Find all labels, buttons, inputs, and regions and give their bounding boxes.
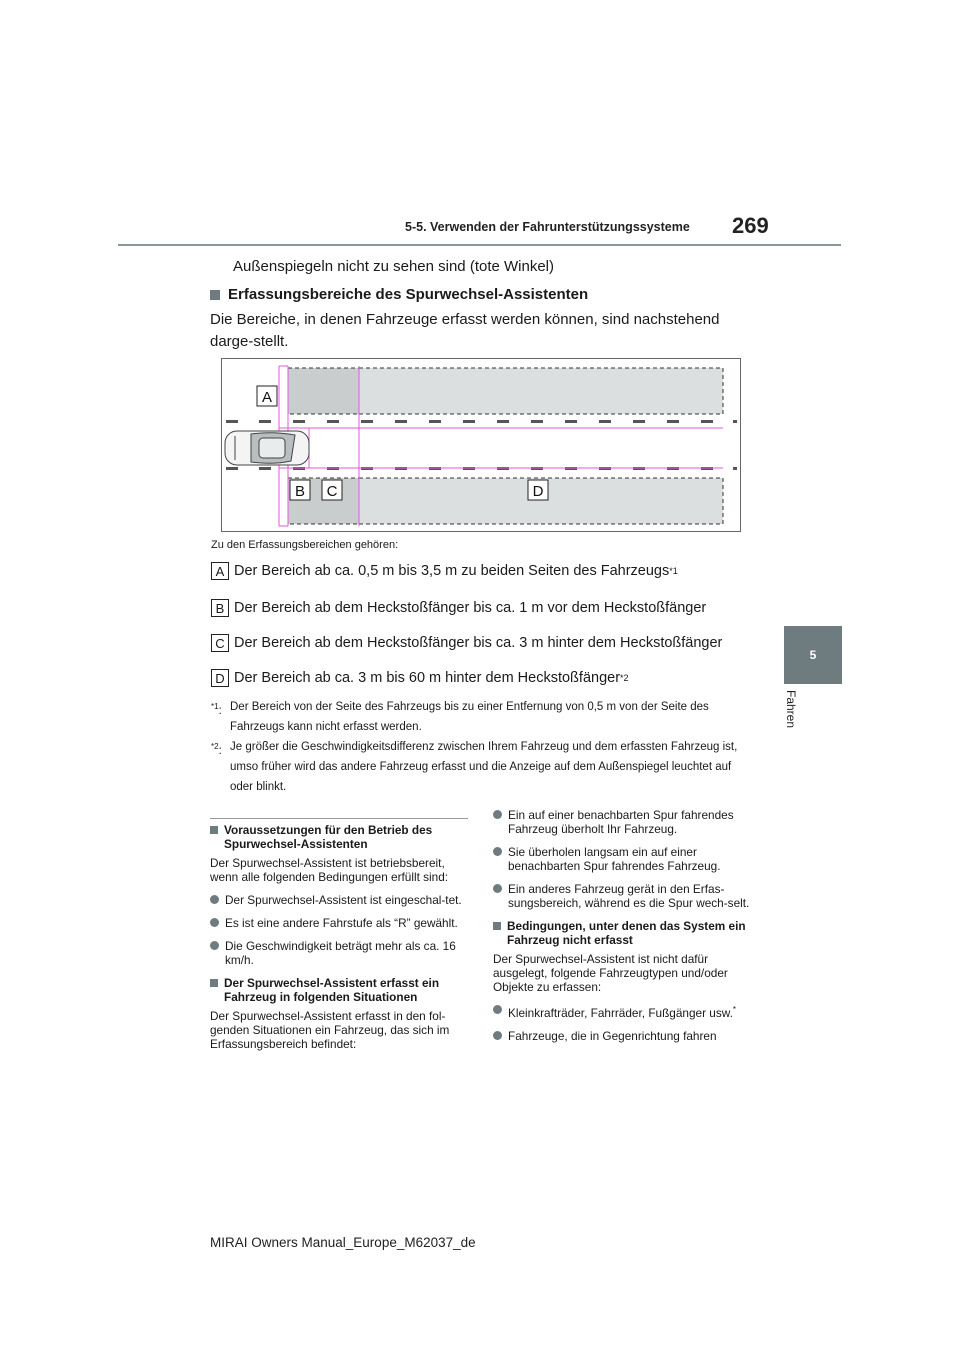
footnote-ref: *2 <box>620 673 629 683</box>
footnote-text: Je größer die Geschwindigkeitsdifferenz zwischen Ihrem Fahrzeug und dem erfassten Fahrzeug ist, umso früher wird das andere Fahrzeug erfasst und die Anzeige auf dem Außenspiegel leuchtet auf oder blinkt. <box>230 741 738 793</box>
zone-label-a <box>257 386 277 406</box>
right-column <box>493 808 751 1052</box>
chapter-number: 5 <box>809 648 817 662</box>
svg-text:D: D <box>532 483 544 500</box>
bullet-icon <box>493 1005 502 1014</box>
footnote-text: Der Bereich von der Seite des Fahrzeugs bis zu einer Entfernung von 0,5 m von der Seite des Fahrzeugs kann nicht erfasst werden. <box>230 701 709 733</box>
bullet-icon <box>493 1031 502 1040</box>
section-heading-text: Erfassungsbereiche des Spurwechsel-Assistenten <box>228 286 589 303</box>
footnote-colon: : <box>218 704 222 717</box>
footnote-ref: * <box>732 1005 737 1014</box>
left-column <box>210 823 468 1060</box>
subheading: Voraussetzungen für den Betrieb des Spurwechsel-Assistenten <box>210 823 468 851</box>
definition-a <box>211 562 678 580</box>
subheading: Bedingungen, unter denen das System ein Fahrzeug nicht erfasst <box>493 919 751 947</box>
svg-text:B: B <box>294 483 306 500</box>
diagram-caption: Zu den Erfassungsbereichen gehören: <box>211 539 399 551</box>
zone-label-c <box>322 480 342 500</box>
chapter-tab[interactable] <box>784 626 842 684</box>
paragraph: Der Spurwechsel-Assistent erfasst in den fol-genden Situationen ein Fahrzeug, das sich im Erfassungsbereich befindet: <box>210 1009 450 1051</box>
footnote-colon: : <box>218 744 222 757</box>
definition-text: Der Bereich ab ca. 3 m bis 60 m hinter dem Heckstoßfänger <box>234 670 621 686</box>
section-title: 5-5. Verwenden der Fahrunterstützungssysteme <box>405 220 690 234</box>
car-icon <box>225 431 309 465</box>
definition-d <box>211 669 629 687</box>
paragraph: Der Spurwechsel-Assistent ist nicht dafür ausgelegt, folgende Fahrzeugtypen und/oder Objekte zu erfassen: <box>493 952 728 994</box>
bullet-icon <box>210 918 219 927</box>
svg-text:C: C <box>326 483 338 500</box>
heading-square-icon <box>210 826 218 834</box>
list-item: Die Geschwindigkeit beträgt mehr als ca. 16 km/h. <box>210 939 468 967</box>
bullet-icon <box>493 810 502 819</box>
list-item: Ein anderes Fahrzeug gerät in den Erfas-sungsbereich, während es die Spur wech-selt. <box>493 882 751 910</box>
footnote-ref: *1 <box>669 566 678 576</box>
section-heading <box>210 286 588 303</box>
page-number: 269 <box>732 213 769 238</box>
zone-top-far <box>359 368 723 414</box>
definition-letter: B <box>211 599 229 617</box>
list-item: Fahrzeuge, die in Gegenrichtung fahren <box>493 1029 751 1043</box>
footnote-mark: *1 <box>211 702 219 711</box>
footnote-1 <box>211 697 751 737</box>
definition-b <box>211 599 706 617</box>
continuation-text: Außenspiegeln nicht zu sehen sind (tote Winkel) <box>233 258 555 275</box>
svg-text:A: A <box>261 389 273 406</box>
definition-text: Der Bereich ab ca. 0,5 m bis 3,5 m zu beiden Seiten des Fahrzeugs <box>234 563 670 579</box>
list-item: Sie überholen langsam ein auf einer benachbarten Spur fahrendes Fahrzeug. <box>493 845 751 873</box>
definition-letter: D <box>211 669 229 687</box>
zone-label-d <box>528 480 548 500</box>
footnote-mark: *2 <box>211 742 219 751</box>
definition-letter: C <box>211 634 229 652</box>
footer-text: MIRAI Owners Manual_Europe_M62037_de <box>210 1235 476 1250</box>
footnote-2 <box>211 737 751 797</box>
intro-paragraph: Die Bereiche, in denen Fahrzeuge erfasst werden können, sind nachstehend darge-stellt. <box>210 311 720 350</box>
bullet-icon <box>210 895 219 904</box>
detection-area-diagram <box>221 358 741 532</box>
bullet-icon <box>210 941 219 950</box>
definition-text: Der Bereich ab dem Heckstoßfänger bis ca. 3 m hinter dem Heckstoßfänger <box>234 635 723 651</box>
heading-square-icon <box>210 290 220 300</box>
definition-letter: A <box>211 562 229 580</box>
bullet-icon <box>493 884 502 893</box>
bullet-icon <box>493 847 502 856</box>
definition-text: Der Bereich ab dem Heckstoßfänger bis ca. 1 m vor dem Heckstoßfänger <box>234 600 707 616</box>
list-item: Der Spurwechsel-Assistent ist eingeschal-tet. <box>210 893 468 907</box>
chapter-label: Fahren <box>784 690 798 729</box>
zone-label-b <box>290 480 310 500</box>
subheading: Der Spurwechsel-Assistent erfasst ein Fahrzeug in folgenden Situationen <box>210 976 468 1004</box>
list-item: Kleinkrafträder, Fahrräder, Fußgänger usw.* <box>493 1003 751 1020</box>
paragraph: Der Spurwechsel-Assistent ist betriebsbereit, wenn alle folgenden Bedingungen erfüllt sind: <box>210 856 449 884</box>
header-divider <box>118 244 841 246</box>
list-item: Es ist eine andere Fahrstufe als “R” gewählt. <box>210 916 468 930</box>
zone-top-near <box>288 368 359 414</box>
definition-c <box>211 634 722 652</box>
column-divider <box>210 818 468 819</box>
heading-square-icon <box>210 979 218 987</box>
list-item: Ein auf einer benachbarten Spur fahrendes Fahrzeug überholt Ihr Fahrzeug. <box>493 808 751 836</box>
heading-square-icon <box>493 922 501 930</box>
